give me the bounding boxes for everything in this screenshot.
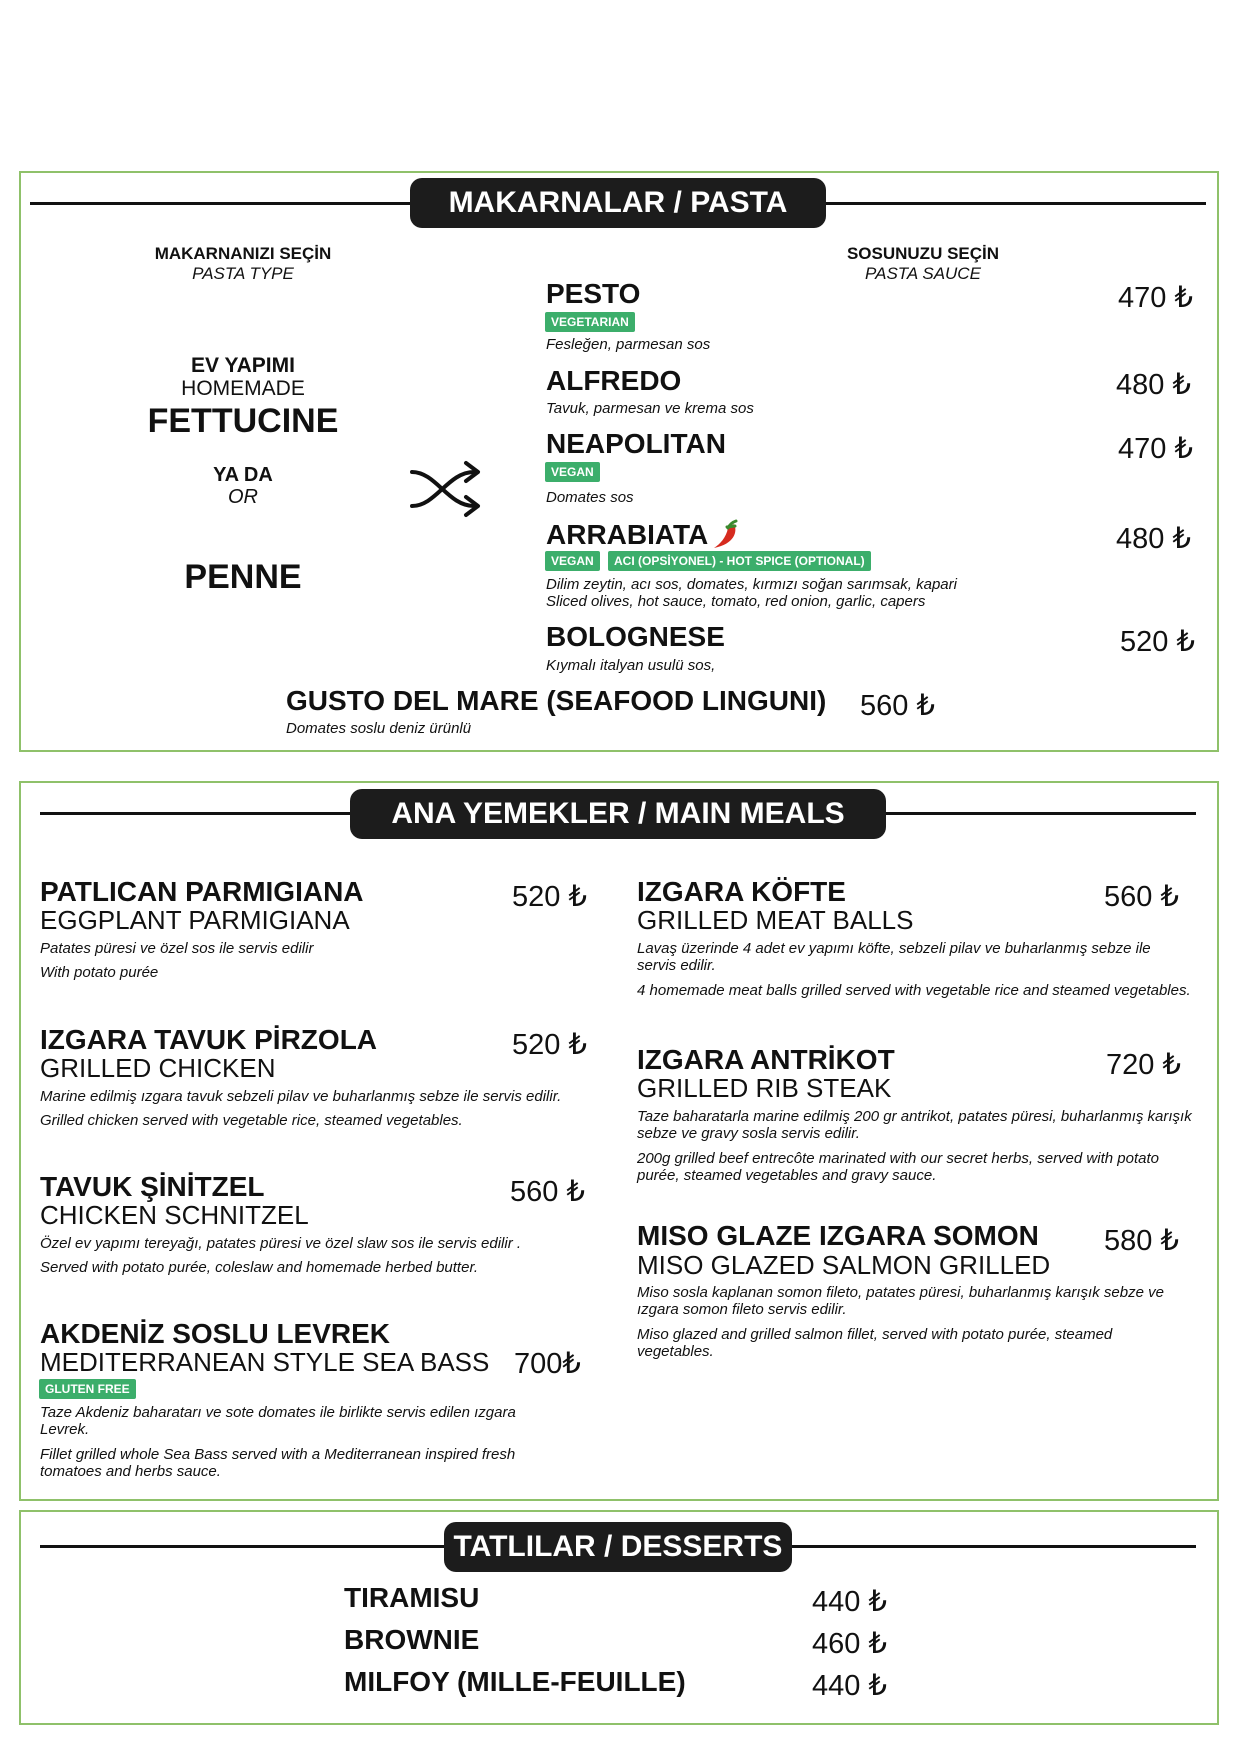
meal-price: 520 ₺ — [512, 1029, 587, 1061]
meal-desc-en: With potato purée — [40, 964, 159, 981]
meal-desc: Taze baharatarla marine edilmiş 200 gr antrikot, patates püresi, buharlanmış karışık sebze ve gravy sosla servis edilir. — [637, 1108, 1192, 1142]
meal-name: PATLICAN PARMIGIANA — [40, 876, 364, 907]
sauce-price-arrabiata: 480 ₺ — [1116, 523, 1191, 555]
meal-desc-en: 4 homemade meat balls grilled served with vegetable rice and steamed vegetables. — [637, 982, 1191, 999]
meal-desc-en: Miso glazed and grilled salmon fillet, served with potato purée, steamed vegetables. — [637, 1326, 1113, 1360]
badge-vegan: VEGAN — [545, 462, 600, 482]
sauce-desc-arrabiata-en: Sliced olives, hot sauce, tomato, red onion, garlic, capers — [546, 593, 926, 610]
dessert-price: 460 ₺ — [812, 1628, 887, 1660]
sauce-desc-neapolitan: Domates sos — [546, 489, 634, 506]
meal-price: 700₺ — [514, 1348, 581, 1380]
meal-desc-en: Grilled chicken served with vegetable rice, steamed vegetables. — [40, 1112, 463, 1129]
meal-desc-en: Served with potato purée, coleslaw and homemade herbed butter. — [40, 1259, 479, 1276]
dessert-name: MILFOY (MILLE-FEUILLE) — [344, 1666, 686, 1697]
meal-subtitle: MEDITERRANEAN STYLE SEA BASS — [40, 1347, 490, 1377]
sauce-desc-bolognese: Kıymalı italyan usulü sos, — [546, 657, 716, 674]
sauce-name-neapolitan: NEAPOLITAN — [546, 428, 726, 459]
choose-sauce-label: SOSUNUZU SEÇİN — [846, 244, 1000, 263]
meal-subtitle: GRILLED RIB STEAK — [637, 1073, 892, 1103]
badge-gluten-free: GLUTEN FREE — [39, 1379, 136, 1399]
sauce-price-bolognese: 520 ₺ — [1120, 626, 1195, 658]
sauce-name-arrabiata: ARRABIATA — [546, 519, 709, 550]
homemade-label-tr: EV YAPIMI — [191, 354, 295, 377]
meal-desc: Özel ev yapımı tereyağı, patates püresi ve özel slaw sos ile servis edilir . — [40, 1235, 522, 1252]
meal-desc: Taze Akdeniz baharatarı ve sote domates ile birlikte servis edilen ızgara Levrek. — [40, 1404, 516, 1438]
pasta-type-label-en: PASTA TYPE — [192, 264, 294, 283]
seafood-name: GUSTO DEL MARE (SEAFOOD LINGUNI) — [286, 685, 827, 716]
dessert-price: 440 ₺ — [812, 1670, 887, 1702]
meal-name: IZGARA KÖFTE — [637, 876, 846, 907]
fettucine-label: FETTUCINE — [147, 402, 339, 440]
meal-desc: Marine edilmiş ızgara tavuk sebzeli pilav ve buharlanmış sebze ile servis edilir. — [40, 1088, 562, 1105]
meal-desc-en: 200g grilled beef entrecôte marinated with our secret herbs, served with potato purée, steamed vegetables and gravy sauce. — [637, 1150, 1159, 1184]
meal-name: IZGARA ANTRİKOT — [637, 1044, 895, 1075]
main-meals-section-title: ANA YEMEKLER / MAIN MEALS — [350, 789, 886, 839]
badge-vegetarian: VEGETARIAN — [545, 312, 635, 332]
meal-desc-en: Fillet grilled whole Sea Bass served with a Mediterranean inspired fresh tomatoes and herbs sauce. — [40, 1446, 516, 1480]
or-label-en: OR — [228, 486, 258, 508]
sauce-name-alfredo: ALFREDO — [546, 365, 682, 396]
sauce-price-pesto: 470 ₺ — [1118, 282, 1193, 314]
meal-desc: Miso sosla kaplanan somon fileto, patates püresi, buharlanmış karışık sebze ve ızgara somon fileto servis edilir. — [637, 1284, 1164, 1318]
meal-price: 580 ₺ — [1104, 1225, 1179, 1257]
sauce-desc-arrabiata: Dilim zeytin, acı sos, domates, kırmızı soğan sarımsak, kapari — [546, 576, 957, 593]
meal-subtitle: GRILLED MEAT BALLS — [637, 905, 914, 935]
or-label-tr: YA DA — [213, 464, 273, 486]
choose-pasta-type-label: MAKARNANIZI SEÇİN — [154, 244, 332, 263]
penne-label: PENNE — [184, 558, 302, 596]
sauce-name-bolognese: BOLOGNESE — [546, 621, 725, 652]
shuffle-icon — [408, 458, 488, 520]
meal-subtitle: MISO GLAZED SALMON GRILLED — [637, 1250, 1051, 1280]
sauce-desc-pesto: Fesleğen, parmesan sos — [546, 336, 711, 353]
meal-price: 560 ₺ — [510, 1176, 585, 1208]
pasta-sauce-label-en: PASTA SAUCE — [865, 264, 981, 283]
meal-name: AKDENİZ SOSLU LEVREK — [40, 1318, 391, 1349]
dessert-name: BROWNIE — [344, 1624, 480, 1655]
meal-subtitle: CHICKEN SCHNITZEL — [40, 1200, 309, 1230]
meal-subtitle: GRILLED CHICKEN — [40, 1053, 276, 1083]
seafood-price: 560 ₺ — [860, 690, 935, 722]
pasta-section-title: MAKARNALAR / PASTA — [410, 178, 826, 228]
meal-name: IZGARA TAVUK PİRZOLA — [40, 1024, 378, 1055]
dessert-name: TIRAMISU — [344, 1582, 480, 1613]
meal-name: TAVUK ŞİNİTZEL — [40, 1171, 265, 1202]
meal-desc: Patates püresi ve özel sos ile servis edilir — [40, 940, 314, 957]
meal-desc: Lavaş üzerinde 4 adet ev yapımı köfte, sebzeli pilav ve buharlanmış sebze ile servis edilir. — [637, 940, 1151, 974]
sauce-price-alfredo: 480 ₺ — [1116, 369, 1191, 401]
homemade-label-en: HOMEMADE — [181, 377, 305, 400]
meal-price: 520 ₺ — [512, 881, 587, 913]
desserts-section-title: TATLILAR / DESSERTS — [444, 1522, 792, 1572]
seafood-desc: Domates soslu deniz ürünlü — [286, 720, 472, 737]
sauce-desc-alfredo: Tavuk, parmesan ve krema sos — [546, 400, 754, 417]
meal-subtitle: EGGPLANT PARMIGIANA — [40, 905, 350, 935]
badge-hot-spice: ACI (OPSİYONEL) - HOT SPICE (OPTIONAL) — [608, 551, 871, 571]
meal-name: MISO GLAZE IZGARA SOMON — [637, 1220, 1039, 1251]
meal-price: 560 ₺ — [1104, 881, 1179, 913]
sauce-price-neapolitan: 470 ₺ — [1118, 433, 1193, 465]
badge-vegan: VEGAN — [545, 551, 600, 571]
dessert-price: 440 ₺ — [812, 1586, 887, 1618]
chili-pepper-icon — [708, 518, 742, 552]
sauce-name-pesto: PESTO — [546, 278, 641, 309]
meal-price: 720 ₺ — [1106, 1049, 1181, 1081]
